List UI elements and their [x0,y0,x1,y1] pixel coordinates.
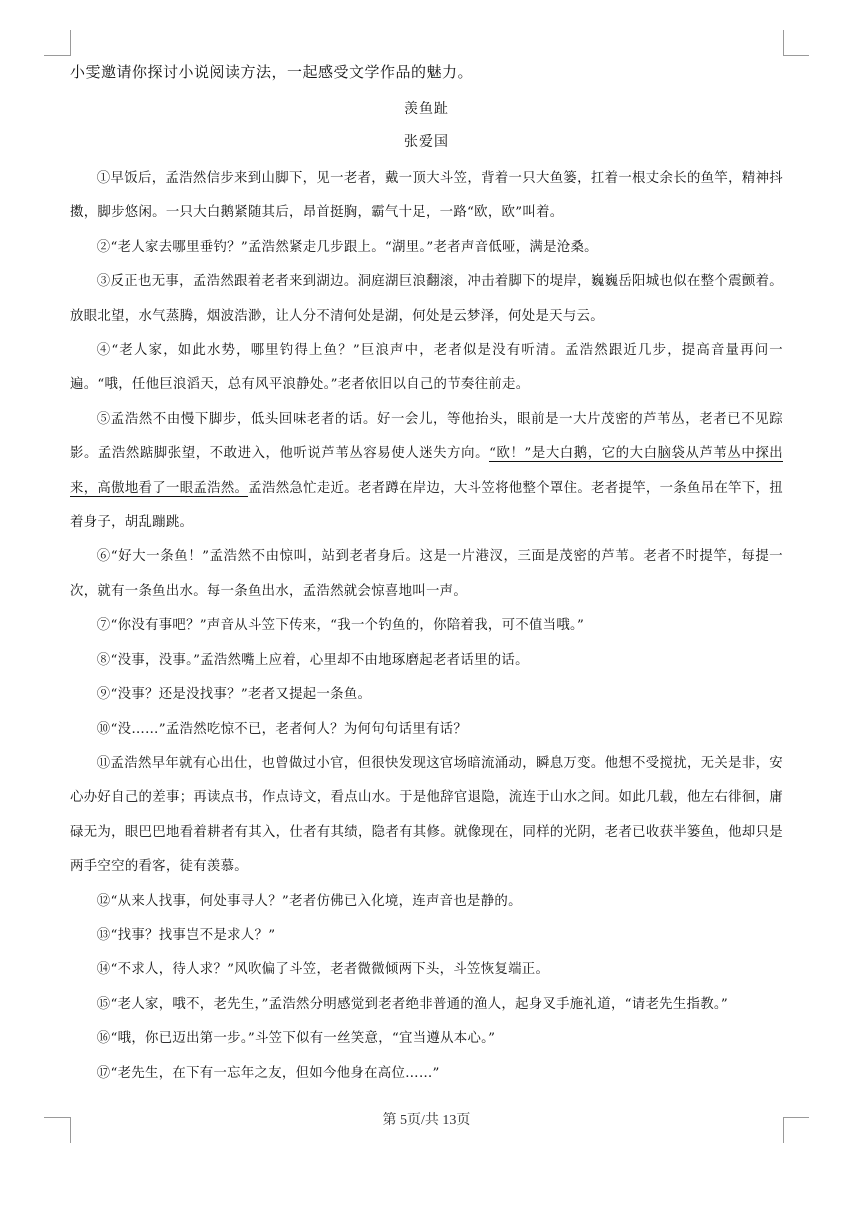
paragraph-13: ⑬“找事？找事岂不是求人？” [96,927,276,943]
paragraph-15: ⑮“老人家，哦不，老先生，”孟浩然分明感觉到老者绝非普通的渔人，起身叉手施礼道，“请老先生指教。” [96,996,729,1012]
paragraph-8: ⑧“没事，没事。”孟浩然嘴上应着，心里却不由地琢磨起老者话里的话。 [96,652,529,668]
intro-text: 小雯邀请你探讨小说阅读方法，一起感受文学作品的魅力。 [70,63,474,81]
paragraph-16: ⑯“哦，你已迈出第一步。”斗笠下似有一丝笑意，“宜当遵从本心。” [96,1031,496,1047]
article-author: 张爱国 [404,134,449,150]
paragraph-11: ⑪孟浩然早年就有心出仕，也曾做过小官，但很快发现这官场暗流涌动，瞬息万变。他想不受搅扰，无关是非，安心办好自己的差事；再读点书，作点诗文，看点山水。于是他辞官退隐，流连于山水之间。如此几载，他左右徘徊，庸碌无为，眼巴巴地看着耕者有其入，仕者有其绩，隐者有其修。就像现在，同样的光阴，老者已收获半篓鱼，他却只是两手空空的看客，徒有羡慕。 [70,755,783,875]
crop-mark-bottom-right-horizontal [783,1117,809,1118]
crop-mark-bottom-right-vertical [783,1117,784,1143]
paragraph-4: ④“老人家，如此水势，哪里钓得上鱼？”巨浪声中，老者似是没有听清。孟浩然跟近几步，提高音量再问一遍。“哦，任他巨浪滔天，总有风平浪静处。”老者依旧以自己的节奏往前走。 [70,343,783,393]
paragraph-5-after: 孟浩然急忙走近。老者蹲在岸边，大斗笠将他整个罩住。老者提竿，一条鱼吊在竿下，扭着身子，胡乱蹦跳。 [70,480,783,531]
paragraph-6: ⑥“好大一条鱼！”孟浩然不由惊叫，站到老者身后。这是一片港汊，三面是茂密的芦苇。老者不时提竿，每提一次，就有一条鱼出水。每一条鱼出水，孟浩然就会惊喜地叫一声。 [70,549,783,599]
underlined-sentence: “欧！”是大白鹅，它的大白脑袋从芦苇丛中探出来，高傲地看了一眼孟浩然。 [70,446,784,496]
paragraph-5-before: ⑤孟浩然不由慢下脚步，低头回味老者的话。好一会儿，等他抬头，眼前是一大片茂密的芦苇丛，老者已不见踪影。孟浩然踮脚张望，不敢进入，他听说芦苇丛容易使人迷失方向。 [70,411,783,462]
crop-mark-top-right-horizontal [783,55,809,56]
crop-mark-top-left-vertical [70,30,71,56]
paragraph-5 [70,403,783,541]
crop-mark-top-left-horizontal [44,55,70,56]
paragraph-14: ⑭“不求人，待人求？”风吹偏了斗笠，老者微微倾两下头，斗笠恢复端正。 [96,962,550,978]
crop-mark-top-right-vertical [783,30,784,56]
paragraph-1: ①早饭后，孟浩然信步来到山脚下，见一老者，戴一顶大斗笠，背着一只大鱼篓，扛着一根丈余长的鱼竿，精神抖擞，脚步悠闲。一只大白鹅紧随其后，昂首挺胸，霸气十足，一路“欧，欧”叫着。 [70,171,783,221]
paragraph-12: ⑫“从来人找事，何处事寻人？”老者仿佛已入化境，连声音也是静的。 [96,893,522,909]
page-number: 第 5页/共 13页 [382,1113,471,1128]
crop-mark-bottom-left-horizontal [44,1117,70,1118]
article-title: 羡鱼趾 [404,101,449,117]
paragraph-2: ②“老人家去哪里垂钓？”孟浩然紧走几步跟上。“湖里。”老者声音低哑，满是沧桑。 [96,239,598,255]
paragraph-3: ③反正也无事，孟浩然跟着老者来到湖边。洞庭湖巨浪翻滚，冲击着脚下的堤岸，巍巍岳阳城也似在整个震颤着。放眼北望，水气蒸腾，烟波浩渺，让人分不清何处是湖，何处是云梦泽，何处是天与云。 [70,274,783,324]
paragraph-17: ⑰“老先生，在下有一忘年之友，但如今他身在高位……” [96,1065,440,1081]
article-body [70,162,783,1091]
paragraph-10: ⑩“没……”孟浩然吃惊不已，老者何人？为何句句话里有话？ [96,721,468,737]
paragraph-7: ⑦“你没有事吧？”声音从斗笠下传来，“我一个钓鱼的，你陪着我，可不值当哦。” [96,618,585,634]
paragraph-9: ⑨“没事？还是没找事？”老者又提起一条鱼。 [96,687,372,703]
